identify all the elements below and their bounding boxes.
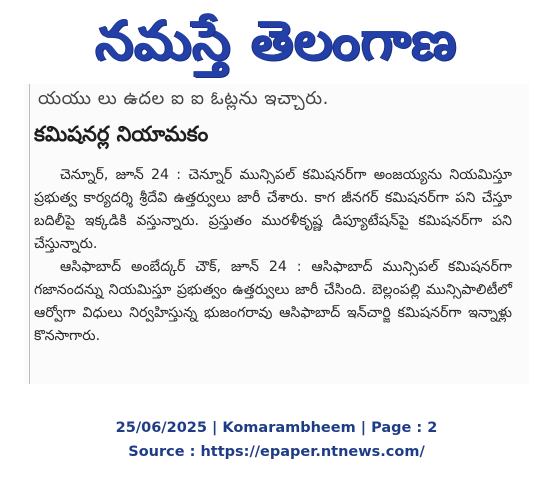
article-paragraph-1: చెన్నూర్, జూన్ 24 : చెన్నూర్ మున్సిపల్ కమిషనర్‌గా అంజయ్యను నియమిస్తూ ప్రభుత్వ కార్యదర్శి శ్రీదేవి ఉత్తర్వులు జారీ చేశారు. కాగ జీనగర్ కమిషనర్‌గా పని చేస్తూ బదిలీపై ఇక్కడికి వస్తున్నారు. ప్రస్తుతం మురళీకృష్ణ డిప్యూటేషన్‌పై కమిషనర్‌గా పని చేస్తున్నారు. [34, 167, 512, 252]
article-body [34, 164, 512, 348]
cut-off-previous-line [24, 84, 529, 110]
article-headline: కమిషనర్ల నియామకం [34, 122, 209, 146]
news-clipping [24, 84, 529, 384]
edition-date-line: 25/06/2025 | Komarambheem | Page : 2 [115, 420, 438, 436]
article-paragraph-2: ఆసిఫాబాద్ అంబేద్కర్ చౌక్, జూన్ 24 : ఆసిఫాబాద్ మున్సిపల్ కమిషనర్‌గా గజానందన్ను నియమిస్తూ ప్రభుత్వం ఉత్తర్వులు జారీ చేసింది. బెల్లంపల్లి మున్సిపాలిటీలో ఆర్వోగా విధులు నిర్వహిస్తున్న భుజంగరావు ఆసిఫాబాద్ ఇన్‌చార్జి కమిషనర్‌గా ఇన్నాళ్లు కొనసాగారు. [34, 259, 512, 344]
source-line: Source : https://epaper.ntnews.com/ [128, 444, 425, 460]
column-rule [29, 84, 30, 384]
newspaper-logo-title: నమస్తే తెలంగాణ [95, 9, 458, 72]
cut-off-text: యయు లు ఉదల ఐ ఐ ఓట్లను ఇచ్చారు. [38, 88, 329, 109]
masthead [0, 0, 553, 82]
